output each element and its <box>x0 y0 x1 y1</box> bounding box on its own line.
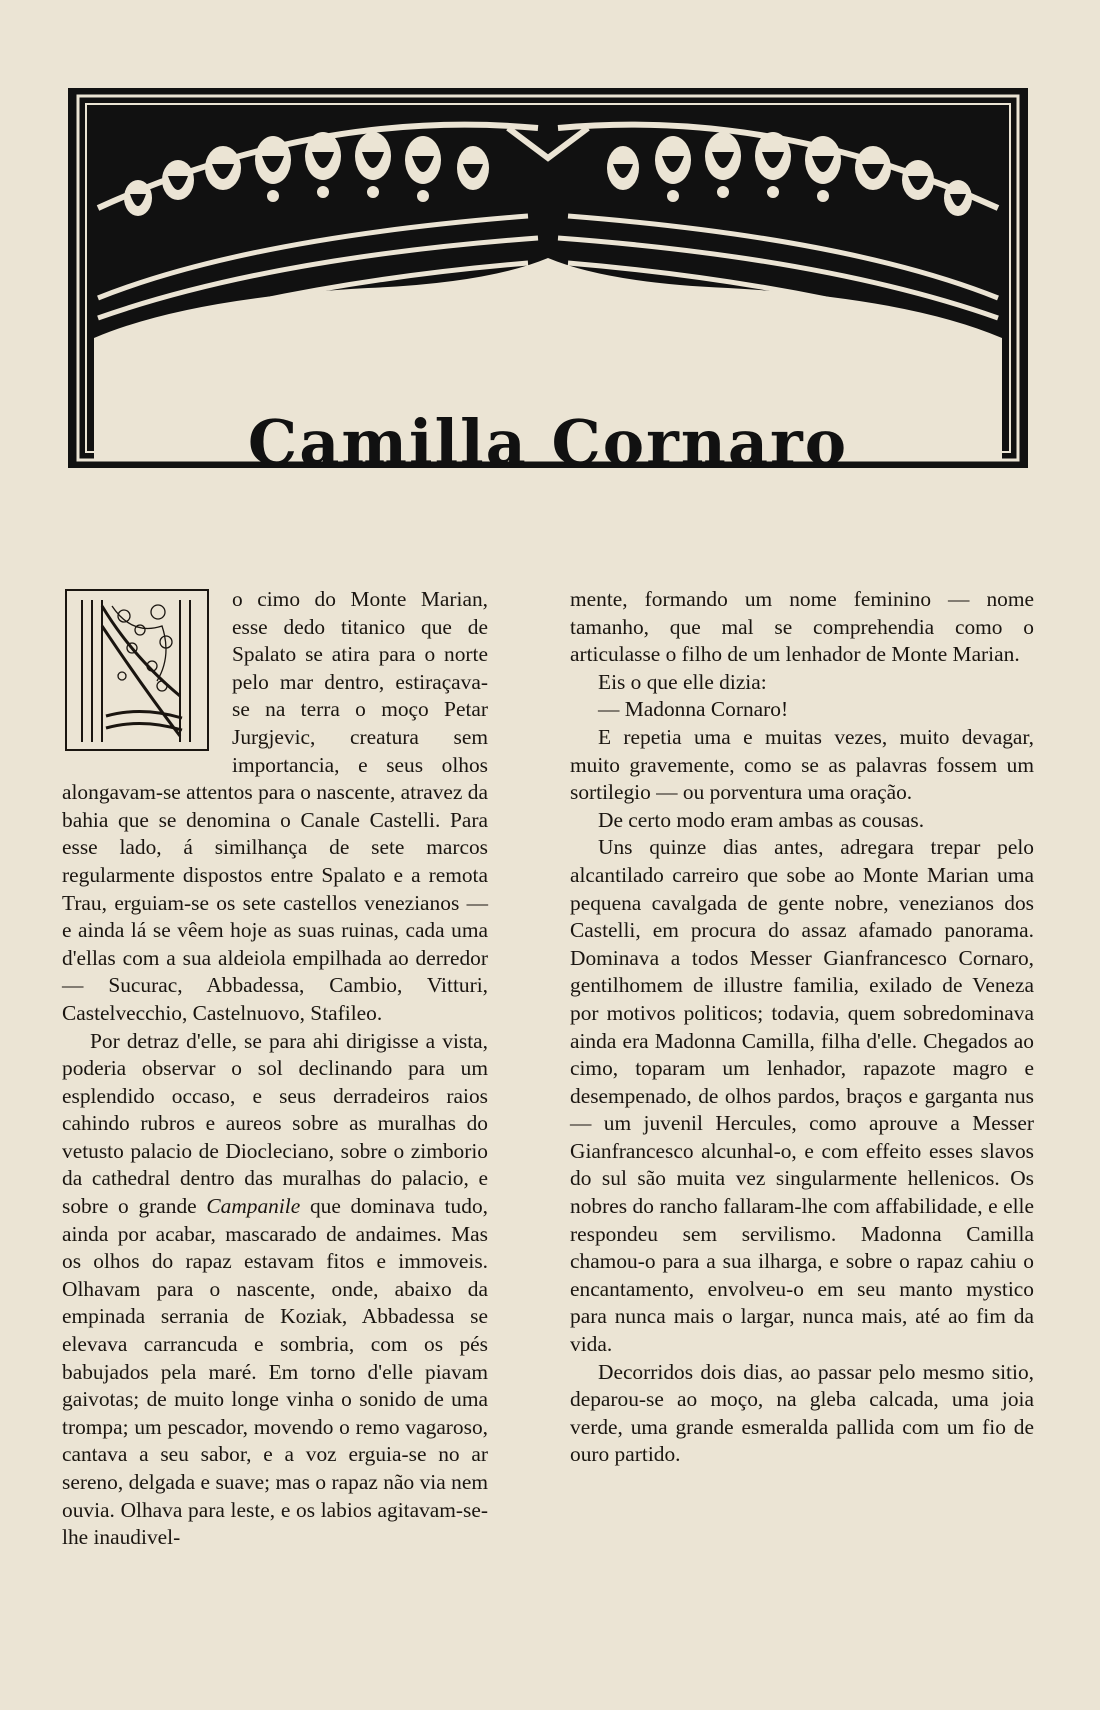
right-paragraph-5: De certo modo eram ambas as cousas. <box>598 807 925 832</box>
right-paragraph-3: — Madonna Cornaro! <box>598 697 789 722</box>
dropcap-initial <box>62 586 214 756</box>
left-column <box>62 586 488 1552</box>
right-paragraph-6: Uns quinze dias antes, adregara trepar pelo alcantilado carreiro que sobe ao Monte Marian uma pequena cavalgada de gente nobre, venezianos dos Castelli, em procura do assaz afamado panorama. Dominava a todos Messer Gianfrancesco Cornaro, gentilhomem de illustre familia, exilado de Veneza por motivos politicos; todavia, quem sobredominava ainda era Madonna Camilla, filha d'elle. Chegados ao cimo, toparam um lenhador, rapazote magro e desempenado, de olhos pardos, braços e garganta nus — um juvenil Hercules, como aprouve a Messer Gianfrancesco alcunhal-o, e com effeito esses slavos do sul são muita vez singularmente hellenicos. Os nobres do rancho fallaram-lhe com affabilidade, e elle respondeu sem servilismo. Madonna Camilla chamou-o para a sua ilharga, e sobre o rapaz cahiu o encantamento, envolveu-o em seu manto mystico para nunca mais o largar, nunca mais, até ao fim da vida. <box>570 835 1034 1357</box>
campanile-italic: Campanile <box>206 1194 301 1219</box>
right-paragraph-2: Eis o que elle dizia: <box>598 669 767 694</box>
left-paragraph-2-text: Por detraz d'elle, se para ahi dirigisse a vista, poderia observar o sol declinando para um esplendido occaso, e seus derradeiros raios cahindo rubros e aureos sobre as muralhas do vetusto palacio de Diocleciano, sobre o zimborio da cathedral dentro das muralhas do palacio, e sobre o grande <box>62 1028 488 1219</box>
right-paragraph-4: E repetia uma e muitas vezes, muito devagar, muito gravemente, como se as palavras fossem um sortilegio — ou porventura uma oração. <box>570 724 1034 805</box>
article-title: Camilla Cornaro <box>247 406 849 479</box>
right-paragraph-1: mente, formando um nome feminino — nome tamanho, que mal se comprehendia como o articulasse o filho de um lenhador de Monte Marian. <box>570 587 1034 667</box>
right-column <box>570 586 1034 1469</box>
header-banner <box>68 88 1028 479</box>
left-paragraph-2 <box>62 1028 488 1552</box>
left-paragraph-2-continued: que dominava tudo, ainda por acabar, mascarado de andaimes. Mas os olhos do rapaz estavam fitos e immoveis. Olhavam para o nascente, onde, abaixo da empinada serrania de Koziak, Abbadessa se elevava carrancuda e sombria, com os pés babujados pela maré. Em torno d'elle piavam gaivotas; de muito longe vinha o sonido de uma trompa; um pescador, movendo o remo vagaroso, cantava a seu sabor, e a voz erguia-se no ar sereno, delgada e suave; mas o rapaz não via nem ouvia. Olhava para leste, e os labios agitavam-se-lhe inaudivel- <box>62 1194 488 1550</box>
dropcap-letter <box>62 586 214 756</box>
right-paragraph-7: Decorridos dois dias, ao passar pelo mesmo sitio, deparou-se ao moço, na gleba calcada, uma joia verde, uma grande esmeralda pallida com um fio de ouro partido. <box>570 1359 1034 1467</box>
left-paragraph-1: o cimo do Monte Marian, esse dedo titanico que de Spalato se atira para o norte pelo mar dentro, estiraçava-se na terra o moço Petar Jurgjevic, creatura sem importancia, e seus olhos alongavam-se attentos para o nascente, atravez da bahia que se denomina o Canale Castelli. Para esse lado, á similhança de sete marcos regularmente dispostos entre Spalato e a remota Trau, erguiam-se os sete castellos venezianos — e ainda lá se vêem hoje as suas ruinas, cada uma d'ellas com a sua aldeiola empilhada ao derredor — Sucurac, Abbadessa, Cambio, Vitturi, Castelvecchio, Castelnuovo, Stafileo. <box>62 587 488 1025</box>
